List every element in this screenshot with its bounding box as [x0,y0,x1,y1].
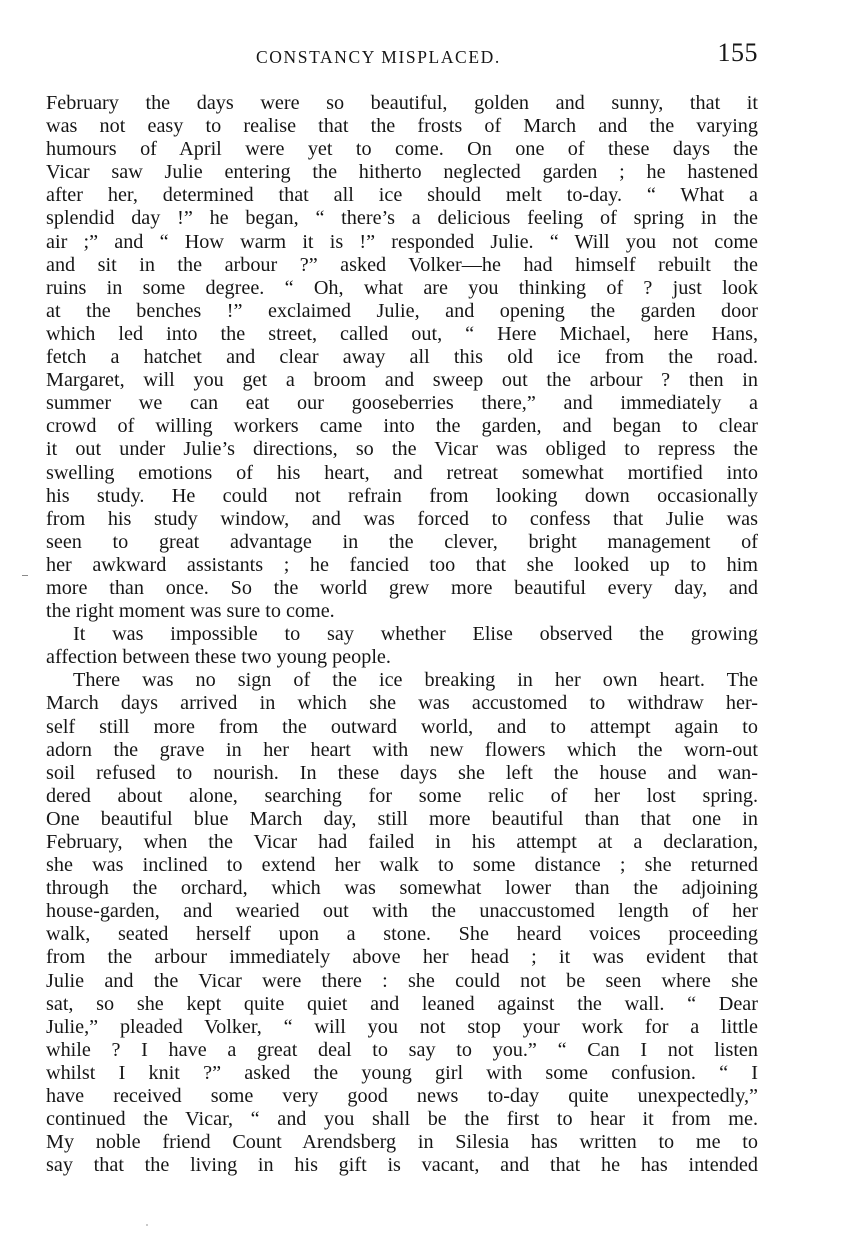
text-line: crowd of willing workers came into the garden, and began to clear [46,415,758,438]
text-line: and sit in the arbour ?” asked Volker—he had himself rebuilt the [46,253,758,276]
text-line: his study. He could not refrain from looking down occasionally [46,484,758,507]
text-line: Margaret, will you get a broom and sweep out the arbour ? then in [46,369,758,392]
text-line: February the days were so beautiful, golden and sunny, that it [46,92,758,114]
margin-mark [22,575,28,576]
body-text [46,92,758,1177]
text-line: ruins in some degree. “ Oh, what are you thinking of ? just look [46,276,758,299]
text-line: soil refused to nourish. In these days she left the house and wan- [46,761,758,784]
text-line: air ;” and “ How warm it is !” responded Julie. “ Will you not come [46,230,758,253]
text-line: swelling emotions of his heart, and retreat somewhat mortified into [46,461,758,484]
foot-mark [146,1224,148,1226]
text-line: from the arbour immediately above her head ; it was evident that [46,946,758,969]
text-line: have received some very good news to-day quite unexpectedly,” [46,1085,758,1108]
text-line: affection between these two young people. [46,646,391,669]
page-number: 155 [717,38,758,67]
text-line: splendid day !” he began, “ there’s a delicious feeling of spring in the [46,207,758,230]
text-line: which led into the street, called out, “ Here Michael, here Hans, [46,322,758,345]
text-line: house-garden, and wearied out with the unaccustomed length of her [46,900,758,923]
text-line: summer we can eat our gooseberries there,” and immediately a [46,392,758,415]
text-line: There was no sign of the ice breaking in her own heart. The [73,669,758,692]
text-line: dered about alone, searching for some relic of her lost spring. [46,784,758,807]
text-line: One beautiful blue March day, still more beautiful than that one in [46,807,758,830]
text-line: say that the living in his gift is vacant, and that he has intended [46,1154,758,1177]
text-line: sat, so she kept quite quiet and leaned against the wall. “ Dear [46,992,758,1015]
text-line: the right moment was sure to come. [46,600,335,623]
text-line: after her, determined that all ice should melt to-day. “ What a [46,184,758,207]
text-line: It was impossible to say whether Elise observed the growing [73,623,758,646]
text-line: February, when the Vicar had failed in his attempt at a declaration, [46,831,758,853]
text-line: seen to great advantage in the clever, bright management of [46,530,758,553]
text-line: adorn the grave in her heart with new flowers which the worn-out [46,738,758,761]
running-header [46,38,758,78]
running-title: CONSTANCY MISPLACED. [256,47,501,67]
text-line: Vicar saw Julie entering the hitherto neglected garden ; he hastened [46,161,758,184]
text-line: her awkward assistants ; he fancied too that she looked up to him [46,553,758,576]
text-line: Julie and the Vicar were there : she could not be seen where she [46,969,758,992]
text-line: whilst I knit ?” asked the young girl with some confusion. “ I [46,1061,758,1084]
text-line: fetch a hatchet and clear away all this old ice from the road. [46,346,758,369]
text-line: from his study window, and was forced to confess that Julie was [46,507,758,530]
text-line: March days arrived in which she was accustomed to withdraw her- [46,692,758,715]
text-line: humours of April were yet to come. On one of these days the [46,138,758,161]
text-line: more than once. So the world grew more beautiful every day, and [46,576,758,599]
text-line: continued the Vicar, “ and you shall be the first to hear it from me. [46,1108,758,1131]
text-line: she was inclined to extend her walk to some distance ; she returned [46,854,758,877]
text-line: My noble friend Count Arendsberg in Silesia has written to me to [46,1131,758,1154]
text-line: walk, seated herself upon a stone. She heard voices proceeding [46,923,758,946]
text-line: Julie,” pleaded Volker, “ will you not stop your work for a little [46,1015,758,1038]
text-line: was not easy to realise that the frosts of March and the varying [46,115,758,138]
text-line: self still more from the outward world, and to attempt again to [46,715,758,738]
text-line: at the benches !” exclaimed Julie, and opening the garden door [46,299,758,322]
text-line: through the orchard, which was somewhat lower than the adjoining [46,877,758,900]
text-line: while ? I have a great deal to say to you.” “ Can I not listen [46,1038,758,1061]
text-line: it out under Julie’s directions, so the Vicar was obliged to repress the [46,438,758,461]
